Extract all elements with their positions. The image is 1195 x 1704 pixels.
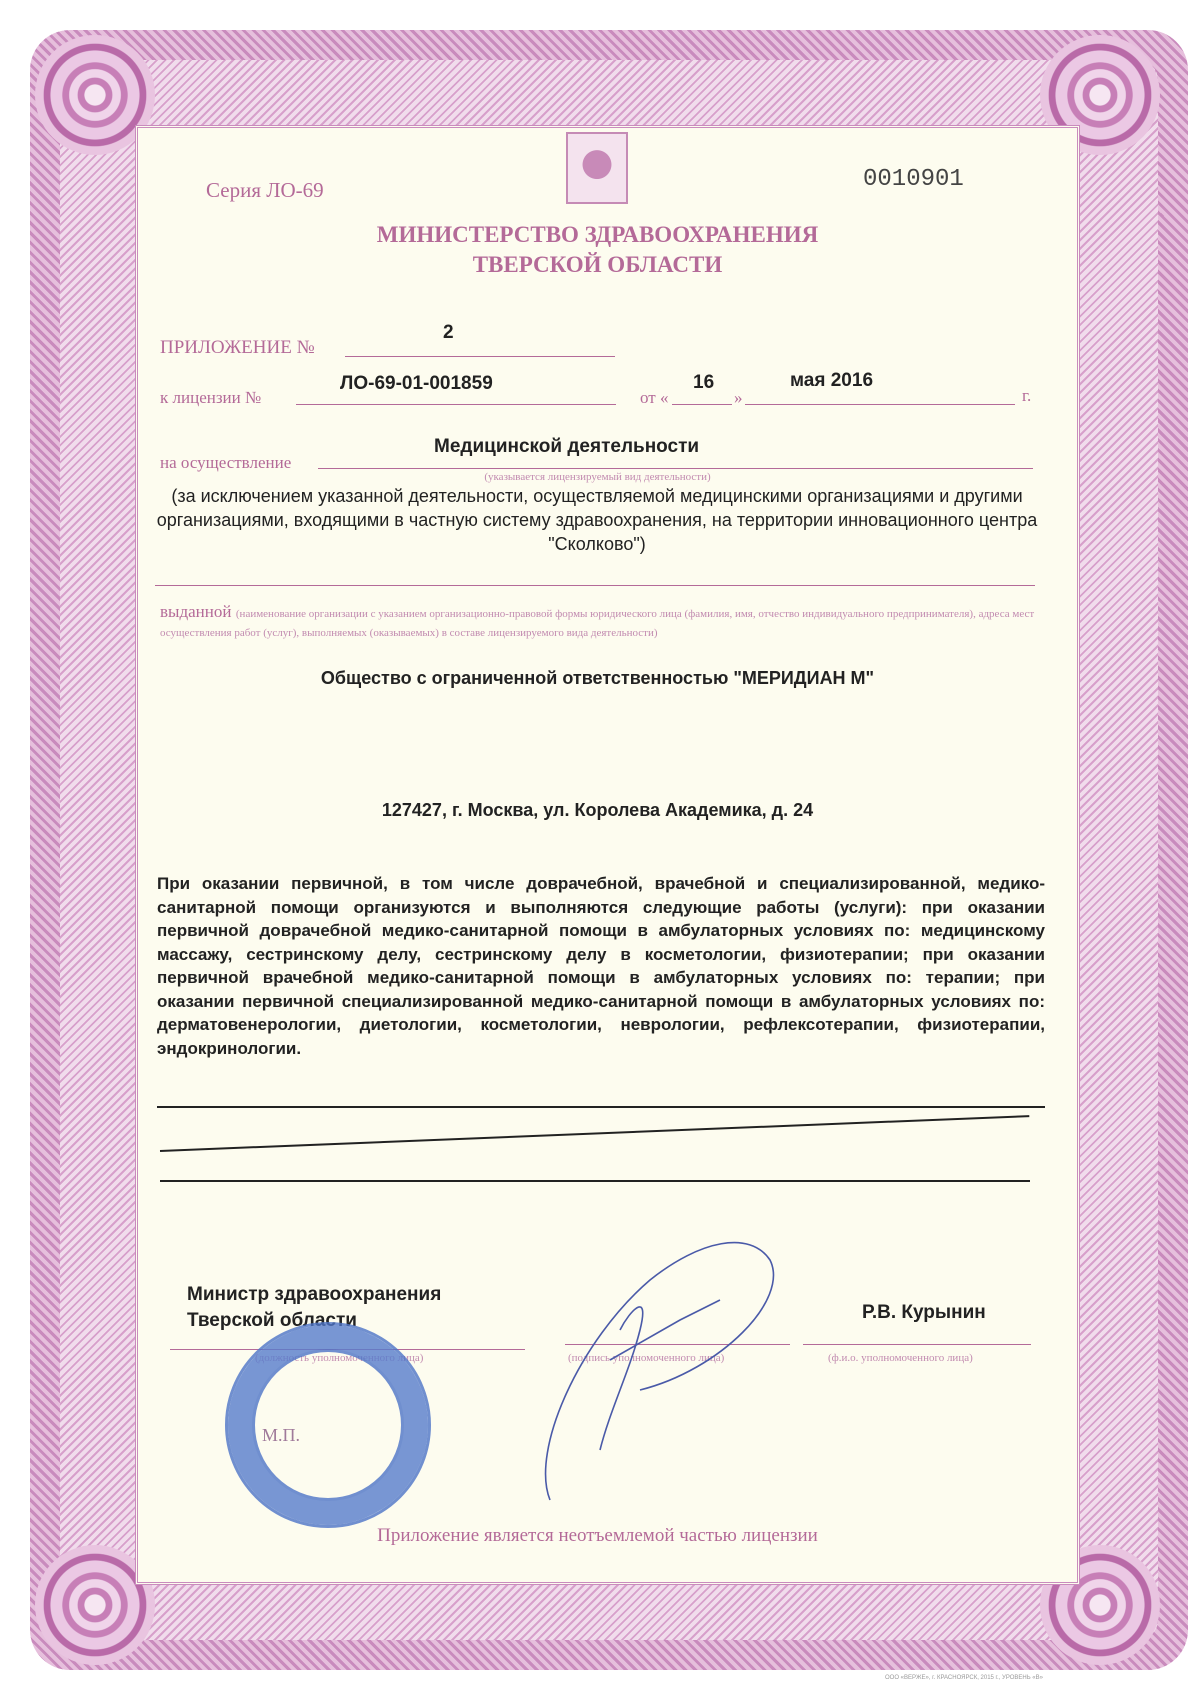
- position-hint: (должность уполномоченного лица): [255, 1352, 424, 1364]
- appendix-label: ПРИЛОЖЕНИЕ №: [160, 337, 315, 358]
- document-number: 0010901: [863, 166, 964, 193]
- ministry-title-2: ТВЕРСКОЙ ОБЛАСТИ: [472, 252, 723, 277]
- signature-scribble: [520, 1220, 790, 1510]
- coat-of-arms-icon: [566, 132, 628, 204]
- issued-hint: (наименование организации с указанием организационно-правовой формы юридического лица (фамилия, имя, отчество индивидуального предпринимателя), адреса мест осуществления работ (услуг), выполняемых (оказываемых) в составе лицензируемого вида деятельности): [160, 608, 1035, 639]
- signature-hint: (подпись уполномоченного лица): [568, 1352, 725, 1364]
- stamp-place: М.П.: [262, 1425, 301, 1445]
- services-text: При оказании первичной, в том числе доврачебной, врачебной и специализированной, медико-санитарной помощи организуются и выполняются следующие работы (услуги): при оказании первичной доврачебной медико-санитарной помощи в амбулаторных условиях по: медицинскому массажу, сестринскому делу, сестринскому делу в косметологии, физиотерапии; при оказании первичной врачебной медико-санитарной помощи в амбулаторных условиях по: терапии; при оказании первичной специализированной медико-санитарной помощи в амбулаторных условиях по: дерматовенерологии, диетологии, косметологии, неврологии, рефлексотерапии, физиотерапии, эндокринологии.: [157, 874, 1045, 1058]
- footer-note: Приложение является неотъемлемой частью лицензии: [377, 1525, 818, 1546]
- from-label: от «: [640, 388, 669, 407]
- license-month-year: мая 2016: [790, 370, 874, 391]
- activity-hint: (указывается лицензируемый вид деятельности): [484, 471, 711, 483]
- license-label: к лицензии №: [160, 388, 262, 407]
- license-day: 16: [693, 372, 715, 393]
- position-line1: Министр здравоохранения: [187, 1284, 442, 1305]
- ministry-title-1: МИНИСТЕРСТВО ЗДРАВООХРАНЕНИЯ: [376, 222, 819, 247]
- printer-imprint: ООО «ВЕРЖЕ», г. КРАСНОЯРСК, 2015 г., УРОВЕНЬ «В»: [885, 1675, 1043, 1681]
- issued-label: выданной: [160, 602, 232, 621]
- issued-block: [160, 603, 1035, 642]
- activity-type: Медицинской деятельности: [434, 436, 700, 457]
- organization-name: Общество с ограниченной ответственностью "МЕРИДИАН М": [320, 668, 875, 688]
- organization-address: 127427, г. Москва, ул. Королева Академика, д. 24: [381, 800, 814, 820]
- series: Серия ЛО-69: [206, 178, 324, 202]
- position-line2: Тверской области: [187, 1310, 357, 1331]
- license-number: ЛО-69-01-001859: [340, 373, 493, 394]
- appendix-number: 2: [443, 322, 454, 343]
- quote-close: »: [734, 388, 743, 407]
- activity-note: (за исключением указанной деятельности, осуществляемой медицинскими организациями и другими организациями, входящими в частную систему здравоохранения, на территории инновационного центра "Сколково"): [156, 486, 1038, 554]
- activity-label: на осуществление: [160, 453, 292, 472]
- name-hint: (ф.и.о. уполномоченного лица): [828, 1352, 973, 1364]
- official-seal: [225, 1322, 431, 1528]
- year-suffix: г.: [1022, 386, 1032, 405]
- signer-name: Р.В. Курынин: [862, 1302, 986, 1323]
